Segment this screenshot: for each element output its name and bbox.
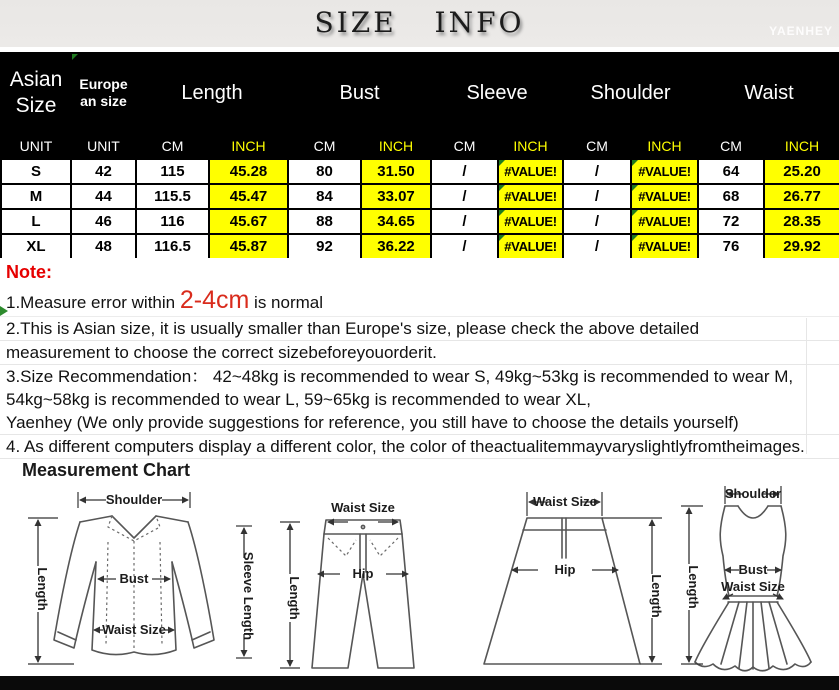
note-line-3c: Yaenhey (We only provide suggestions for reference, you still have to choose the details yourself) <box>0 411 839 435</box>
dress-bust-label: Bust <box>738 562 768 577</box>
skirt-hip-label: Hip <box>554 562 576 577</box>
size-cell: M <box>1 184 71 209</box>
table-cell: / <box>563 159 631 184</box>
table-cell: 64 <box>698 159 764 184</box>
table-cell: 84 <box>288 184 361 209</box>
skirt-waist-label: Waist Size <box>533 494 597 509</box>
table-cell: / <box>563 184 631 209</box>
error-cell <box>631 234 698 259</box>
table-cell: / <box>431 159 498 184</box>
pants-annotations <box>280 500 408 668</box>
table-header-row <box>1 53 839 133</box>
col-european-size <box>71 53 136 133</box>
gridline <box>806 318 807 454</box>
size-cell: S <box>1 159 71 184</box>
table-cell: / <box>431 209 498 234</box>
notes-heading: Note: <box>6 262 52 282</box>
unit-header: UNIT <box>1 133 71 159</box>
error-corner-icon <box>499 235 505 241</box>
table-cell: / <box>431 184 498 209</box>
pants-pockets <box>328 538 398 556</box>
error-corner-icon <box>499 160 505 166</box>
error-value: #VALUE! <box>504 189 557 204</box>
shirt-waist-label: Waist Size <box>102 622 166 637</box>
shirt-length-label: Length <box>35 567 50 611</box>
unit-header: UNIT <box>71 133 136 159</box>
unit-header: CM <box>698 133 764 159</box>
table-cell: 31.50 <box>361 159 431 184</box>
col-sleeve: Sleeve <box>431 53 563 133</box>
pants-hip-label: Hip <box>352 566 374 581</box>
note-1-post: is normal <box>249 293 323 312</box>
table-cell: / <box>431 234 498 259</box>
error-cell <box>631 209 698 234</box>
unit-header: CM <box>288 133 361 159</box>
table-cell: 115 <box>136 159 209 184</box>
table-cell: 45.87 <box>209 234 288 259</box>
dress-length-label: Length <box>686 565 701 609</box>
unit-header: CM <box>563 133 631 159</box>
size-cell: L <box>1 209 71 234</box>
table-cell: 28.35 <box>764 209 839 234</box>
skirt-diagram <box>462 482 667 674</box>
table-row <box>1 184 839 209</box>
table-cell: 76 <box>698 234 764 259</box>
pants-length-label: Length <box>287 576 302 620</box>
unit-header: INCH <box>498 133 563 159</box>
error-corner-icon <box>72 54 78 60</box>
note-line-1 <box>0 284 839 317</box>
notes-section <box>0 258 839 459</box>
table-cell: 33.07 <box>361 184 431 209</box>
col-european-size-label: Europe an size <box>79 75 128 109</box>
unit-header: INCH <box>631 133 698 159</box>
shirt-sleeve-length-label: Sleeve Length <box>241 551 256 641</box>
note-1-pre: 1.Measure error within <box>6 293 180 312</box>
error-value: #VALUE! <box>504 214 557 229</box>
note-1-highlight: 2-4cm <box>179 286 250 314</box>
shirt-shoulder-label: Shoulder <box>105 492 163 507</box>
error-corner-icon <box>499 185 505 191</box>
table-cell: / <box>563 209 631 234</box>
shirt-diagram <box>12 482 262 674</box>
error-value: #VALUE! <box>504 164 557 179</box>
unit-header: INCH <box>361 133 431 159</box>
table-cell: 88 <box>288 209 361 234</box>
error-corner-icon <box>499 210 505 216</box>
col-shoulder: Shoulder <box>563 53 698 133</box>
table-cell: 44 <box>71 184 136 209</box>
table-cell: 116.5 <box>136 234 209 259</box>
error-value: #VALUE! <box>504 239 557 254</box>
table-cell: 92 <box>288 234 361 259</box>
green-wedge-icon <box>0 306 8 316</box>
error-corner-icon <box>632 185 638 191</box>
table-cell: 72 <box>698 209 764 234</box>
page-title: SIZE INFO <box>314 6 525 39</box>
error-corner-icon <box>632 235 638 241</box>
table-cell: 68 <box>698 184 764 209</box>
table-cell: 48 <box>71 234 136 259</box>
table-cell: / <box>563 234 631 259</box>
table-cell: 46 <box>71 209 136 234</box>
error-value: #VALUE! <box>638 239 691 254</box>
col-asian-size: Asian Size <box>1 53 71 133</box>
unit-header: CM <box>136 133 209 159</box>
col-length: Length <box>136 53 288 133</box>
table-unit-row <box>1 133 839 159</box>
error-cell <box>498 159 563 184</box>
table-cell: 45.67 <box>209 209 288 234</box>
error-cell <box>631 184 698 209</box>
table-cell: 36.22 <box>361 234 431 259</box>
table-cell: 42 <box>71 159 136 184</box>
shirt-annotations <box>28 492 256 664</box>
skirt-outline <box>484 518 640 664</box>
size-table <box>0 52 839 260</box>
col-waist: Waist <box>698 53 839 133</box>
table-cell: 45.47 <box>209 184 288 209</box>
table-row <box>1 159 839 184</box>
error-value: #VALUE! <box>638 214 691 229</box>
table-cell: 26.77 <box>764 184 839 209</box>
note-line-3a: 3.Size Recommendation： 42~48kg is recommended to wear S, 49kg~53kg is recommended to wear M, <box>6 367 794 386</box>
bottom-bar <box>0 676 839 690</box>
table-cell: 116 <box>136 209 209 234</box>
error-value: #VALUE! <box>638 189 691 204</box>
table-row <box>1 209 839 234</box>
unit-header: INCH <box>764 133 839 159</box>
unit-header: CM <box>431 133 498 159</box>
measurement-chart-title: Measurement Chart <box>22 460 191 480</box>
table-cell: 115.5 <box>136 184 209 209</box>
error-cell <box>498 234 563 259</box>
skirt-length-label: Length <box>649 574 664 618</box>
table-cell: 29.92 <box>764 234 839 259</box>
table-row <box>1 234 839 259</box>
error-cell <box>498 184 563 209</box>
unit-header: INCH <box>209 133 288 159</box>
note-line-4: 4. As different computers display a different color, the color of theactualitemmayvaryslightlyfromtheimages. <box>0 435 839 459</box>
pants-diagram <box>268 482 458 674</box>
table-cell: 25.20 <box>764 159 839 184</box>
size-cell: XL <box>1 234 71 259</box>
error-value: #VALUE! <box>638 164 691 179</box>
dress-shoulder-label: Shoulder <box>724 486 782 501</box>
col-bust: Bust <box>288 53 431 133</box>
error-corner-icon <box>632 210 638 216</box>
note-line-2a: 2.This is Asian size, it is usually smaller than Europe's size, please check the above detailed <box>0 317 839 341</box>
dress-annotations <box>681 486 785 664</box>
pants-waist-label: Waist Size <box>331 500 395 515</box>
dress-waist-label: Waist Size <box>721 579 785 594</box>
table-cell: 80 <box>288 159 361 184</box>
pants-outline <box>312 520 414 668</box>
table-cell: 34.65 <box>361 209 431 234</box>
shirt-bust-label: Bust <box>119 571 149 586</box>
note-line-2b: measurement to choose the correct sizebeforeyouorderit. <box>0 341 839 365</box>
error-cell <box>498 209 563 234</box>
dress-diagram <box>673 478 835 676</box>
table-cell: 45.28 <box>209 159 288 184</box>
error-cell <box>631 159 698 184</box>
error-corner-icon <box>632 160 638 166</box>
note-line-3b: 54kg~58kg is recommended to wear L, 59~65kg is recommended to wear XL, <box>6 390 591 409</box>
brand-watermark: YAENHEY <box>769 24 833 38</box>
